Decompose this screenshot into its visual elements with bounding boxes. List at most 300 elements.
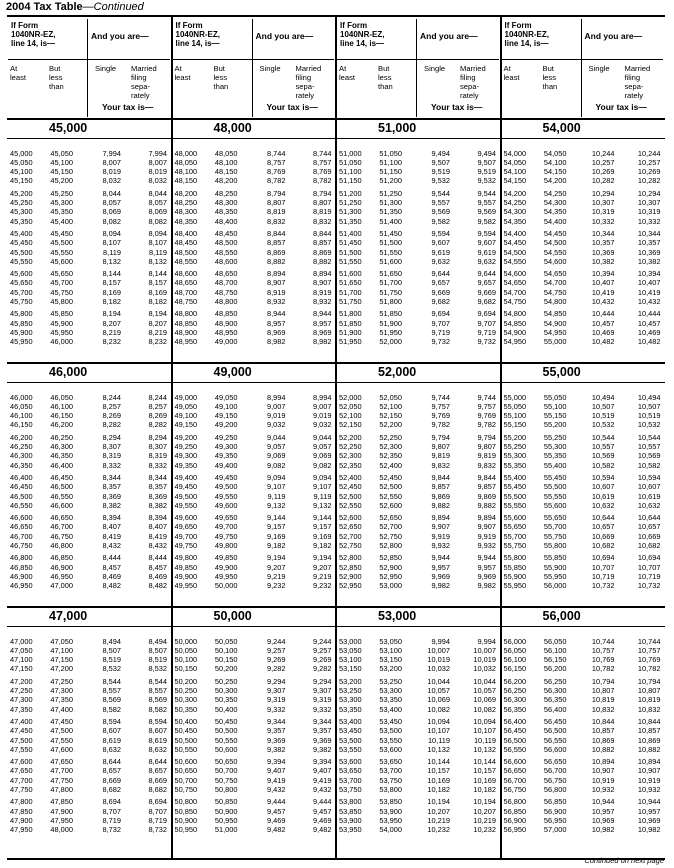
- row-tax-married-separately: 10,557: [637, 442, 661, 452]
- row-tax-single: 8,519: [102, 655, 121, 665]
- row-at-least: 46,500: [10, 491, 33, 501]
- row-tax-single: 9,519: [431, 167, 450, 177]
- row-at-least: 47,200: [10, 677, 33, 687]
- row-at-least: 53,700: [339, 775, 362, 785]
- row-at-least: 54,500: [503, 247, 527, 257]
- row-at-least: 54,150: [503, 176, 527, 186]
- row-but-less-than: 50,950: [214, 815, 238, 825]
- row-at-least: 51,200: [339, 189, 362, 199]
- row-tax-married-separately: 8,482: [148, 580, 167, 590]
- row-tax-single: 8,819: [267, 207, 286, 217]
- block-header-9: 50,000: [213, 609, 252, 623]
- row-at-least: 53,300: [339, 695, 362, 705]
- row-tax-single: 9,694: [431, 309, 450, 319]
- row-tax-married-separately: 8,769: [313, 167, 332, 177]
- row-tax-single: 8,432: [102, 540, 121, 550]
- row-tax-married-separately: 10,282: [637, 176, 661, 186]
- row-tax-married-separately: 10,269: [637, 167, 661, 177]
- row-tax-single: 10,494: [591, 393, 615, 402]
- row-tax-single: 8,857: [267, 238, 286, 248]
- row-at-least: 53,750: [339, 784, 362, 794]
- row-tax-single: 9,207: [267, 562, 286, 572]
- row-tax-married-separately: 10,707: [637, 562, 661, 572]
- row-at-least: 49,650: [174, 522, 198, 532]
- row-tax-married-separately: 10,532: [637, 420, 661, 430]
- block-header-4: 46,000: [49, 365, 88, 379]
- row-at-least: 56,850: [503, 806, 527, 816]
- row-tax-single: 10,207: [427, 806, 450, 816]
- row-but-less-than: 51,950: [379, 327, 402, 337]
- row-but-less-than: 47,000: [50, 580, 73, 590]
- row-tax-married-separately: 10,632: [637, 500, 661, 510]
- row-at-least: 51,350: [339, 216, 362, 226]
- row-tax-married-separately: 8,269: [148, 411, 167, 421]
- row-at-least: 46,000: [10, 393, 33, 402]
- row-at-least: 51,450: [339, 238, 362, 248]
- row-tax-married-separately: 9,757: [477, 402, 496, 412]
- row-at-least: 51,950: [339, 336, 362, 346]
- row-tax-married-separately: 10,244: [637, 149, 661, 158]
- row-tax-married-separately: 10,169: [473, 775, 496, 785]
- row-tax-married-separately: 10,644: [637, 513, 661, 523]
- row-but-less-than: 51,050: [379, 149, 402, 158]
- row-but-less-than: 52,000: [379, 336, 402, 346]
- row-at-least: 45,850: [10, 318, 33, 328]
- row-but-less-than: 55,150: [543, 411, 567, 421]
- row-tax-married-separately: 9,744: [477, 393, 496, 402]
- row-at-least: 49,750: [174, 540, 198, 550]
- row-but-less-than: 54,850: [543, 309, 567, 319]
- row-at-least: 55,900: [503, 571, 527, 581]
- row-but-less-than: 52,050: [379, 393, 402, 402]
- row-tax-married-separately: 8,344: [148, 473, 167, 483]
- row-but-less-than: 49,350: [214, 451, 238, 461]
- row-tax-married-separately: 10,732: [637, 580, 661, 590]
- row-but-less-than: 54,250: [543, 189, 567, 199]
- block-band-bottom: [7, 138, 665, 139]
- row-but-less-than: 45,550: [50, 247, 73, 257]
- row-tax-married-separately: 10,444: [637, 309, 661, 319]
- row-tax-single: 8,594: [102, 717, 121, 727]
- row-at-least: 55,050: [503, 402, 527, 412]
- row-but-less-than: 52,250: [379, 433, 402, 443]
- row-tax-single: 10,194: [427, 797, 450, 807]
- row-tax-married-separately: 8,832: [313, 216, 332, 226]
- row-tax-single: 9,819: [431, 451, 450, 461]
- row-tax-married-separately: 8,807: [313, 198, 332, 208]
- row-at-least: 45,250: [10, 198, 33, 208]
- row-tax-single: 9,257: [267, 646, 286, 656]
- row-but-less-than: 55,900: [543, 562, 567, 572]
- row-at-least: 46,600: [10, 513, 33, 523]
- row-at-least: 56,950: [503, 824, 527, 834]
- row-tax-single: 10,244: [591, 149, 615, 158]
- row-tax-single: 10,932: [591, 784, 615, 794]
- row-at-least: 55,750: [503, 540, 527, 550]
- row-tax-single: 7,994: [102, 149, 121, 158]
- row-but-less-than: 50,500: [214, 726, 238, 736]
- row-tax-single: 10,857: [591, 726, 615, 736]
- row-tax-married-separately: 10,294: [637, 189, 661, 199]
- row-but-less-than: 49,300: [214, 442, 238, 452]
- row-tax-single: 9,944: [431, 553, 450, 563]
- row-but-less-than: 50,750: [214, 775, 238, 785]
- row-tax-single: 9,244: [267, 637, 286, 646]
- row-tax-single: 10,832: [591, 704, 615, 714]
- row-at-least: 50,900: [174, 815, 198, 825]
- block-header-3: 54,000: [542, 121, 581, 135]
- row-but-less-than: 55,050: [543, 393, 567, 402]
- row-at-least: 56,550: [503, 744, 527, 754]
- row-tax-married-separately: 9,307: [313, 686, 332, 696]
- row-but-less-than: 53,250: [379, 677, 402, 687]
- row-tax-single: 8,019: [102, 167, 121, 177]
- row-tax-married-separately: 10,744: [637, 637, 661, 646]
- block-band-bottom: [7, 626, 665, 627]
- row-at-least: 56,750: [503, 784, 527, 794]
- row-at-least: 53,600: [339, 757, 362, 767]
- row-at-least: 51,800: [339, 309, 362, 319]
- row-tax-married-separately: 10,844: [637, 717, 661, 727]
- row-tax-single: 10,219: [427, 815, 450, 825]
- row-tax-single: 9,394: [267, 757, 286, 767]
- row-tax-single: 8,707: [102, 806, 121, 816]
- row-but-less-than: 48,200: [214, 176, 238, 186]
- row-at-least: 48,750: [174, 296, 198, 306]
- row-but-less-than: 48,800: [214, 296, 238, 306]
- row-tax-married-separately: 8,607: [148, 726, 167, 736]
- row-at-least: 53,950: [339, 824, 362, 834]
- row-at-least: 46,250: [10, 442, 33, 452]
- header-separator: [173, 59, 335, 60]
- row-at-least: 52,350: [339, 460, 362, 470]
- row-at-least: 46,200: [10, 433, 33, 443]
- row-tax-single: 9,369: [267, 735, 286, 745]
- row-tax-married-separately: 8,319: [148, 451, 167, 461]
- row-tax-married-separately: 8,219: [148, 327, 167, 337]
- row-tax-single: 9,719: [431, 327, 450, 337]
- row-tax-married-separately: 8,182: [148, 296, 167, 306]
- row-at-least: 51,900: [339, 327, 362, 337]
- row-at-least: 50,850: [174, 806, 198, 816]
- row-but-less-than: 47,900: [50, 806, 73, 816]
- row-at-least: 53,800: [339, 797, 362, 807]
- row-at-least: 50,100: [174, 655, 198, 665]
- row-tax-single: 8,282: [102, 420, 121, 430]
- row-but-less-than: 46,700: [50, 522, 73, 532]
- row-but-less-than: 53,650: [379, 757, 402, 767]
- row-but-less-than: 51,900: [379, 318, 402, 328]
- row-tax-married-separately: 8,044: [148, 189, 167, 199]
- row-but-less-than: 48,000: [50, 824, 73, 834]
- row-at-least: 51,300: [339, 207, 362, 217]
- row-tax-single: 10,457: [591, 318, 615, 328]
- row-but-less-than: 49,000: [214, 336, 238, 346]
- row-tax-single: 10,594: [591, 473, 615, 483]
- row-at-least: 52,300: [339, 451, 362, 461]
- row-tax-single: 8,219: [102, 327, 121, 337]
- row-tax-married-separately: 10,482: [637, 336, 661, 346]
- block-band-bottom: [7, 382, 665, 383]
- row-at-least: 50,500: [174, 735, 198, 745]
- row-tax-single: 8,869: [267, 247, 286, 257]
- row-tax-married-separately: 9,182: [313, 540, 332, 550]
- row-at-least: 49,300: [174, 451, 198, 461]
- row-tax-married-separately: 8,507: [148, 646, 167, 656]
- row-tax-single: 10,632: [591, 500, 615, 510]
- row-tax-married-separately: 10,494: [637, 393, 661, 402]
- block-band-top: [7, 118, 665, 120]
- block-band-top: [7, 362, 665, 364]
- row-but-less-than: 54,000: [379, 824, 402, 834]
- row-tax-single: 10,794: [591, 677, 615, 687]
- row-but-less-than: 46,850: [50, 553, 73, 563]
- row-at-least: 51,850: [339, 318, 362, 328]
- row-at-least: 47,950: [10, 824, 33, 834]
- row-tax-single: 9,907: [431, 522, 450, 532]
- header-your-tax-is: Your tax is—: [431, 102, 483, 112]
- row-tax-single: 9,407: [267, 766, 286, 776]
- row-tax-single: 8,844: [267, 229, 286, 239]
- row-at-least: 52,800: [339, 553, 362, 563]
- row-tax-married-separately: 9,257: [313, 646, 332, 656]
- row-at-least: 52,150: [339, 420, 362, 430]
- header-married-filing-separately: Married filing sepa- rately: [295, 64, 322, 100]
- row-tax-married-separately: 9,457: [313, 806, 332, 816]
- row-tax-married-separately: 10,819: [637, 695, 661, 705]
- row-tax-married-separately: 9,369: [313, 735, 332, 745]
- row-but-less-than: 49,050: [214, 393, 238, 402]
- row-tax-married-separately: 9,894: [477, 513, 496, 523]
- row-tax-single: 8,194: [102, 309, 121, 319]
- row-tax-single: 10,419: [591, 287, 615, 297]
- row-tax-married-separately: 9,782: [477, 420, 496, 430]
- row-but-less-than: 48,750: [214, 287, 238, 297]
- row-tax-single: 10,157: [427, 766, 450, 776]
- row-tax-married-separately: 10,357: [637, 238, 661, 248]
- row-but-less-than: 47,250: [50, 677, 73, 687]
- row-but-less-than: 56,250: [543, 677, 567, 687]
- row-at-least: 46,750: [10, 540, 33, 550]
- row-but-less-than: 48,450: [214, 229, 238, 239]
- row-but-less-than: 46,600: [50, 500, 73, 510]
- row-at-least: 52,750: [339, 540, 362, 550]
- row-tax-married-separately: 10,207: [473, 806, 496, 816]
- row-tax-married-separately: 8,982: [313, 336, 332, 346]
- row-tax-single: 8,644: [102, 757, 121, 767]
- row-but-less-than: 53,450: [379, 717, 402, 727]
- row-tax-single: 8,569: [102, 695, 121, 705]
- row-at-least: 54,550: [503, 256, 527, 266]
- row-at-least: 50,450: [174, 726, 198, 736]
- row-but-less-than: 45,600: [50, 256, 73, 266]
- row-tax-married-separately: 10,857: [637, 726, 661, 736]
- row-tax-single: 8,907: [267, 278, 286, 288]
- row-tax-married-separately: 10,832: [637, 704, 661, 714]
- row-tax-married-separately: 10,869: [637, 735, 661, 745]
- row-tax-single: 9,594: [431, 229, 450, 239]
- row-tax-married-separately: 10,894: [637, 757, 661, 767]
- row-at-least: 56,400: [503, 717, 527, 727]
- row-tax-single: 10,732: [591, 580, 615, 590]
- row-at-least: 48,650: [174, 278, 198, 288]
- row-but-less-than: 56,450: [543, 717, 567, 727]
- row-but-less-than: 55,750: [543, 531, 567, 541]
- row-tax-single: 9,557: [431, 198, 450, 208]
- row-at-least: 45,300: [10, 207, 33, 217]
- row-but-less-than: 49,150: [214, 411, 238, 421]
- row-tax-single: 9,982: [431, 580, 450, 590]
- row-at-least: 45,050: [10, 158, 33, 168]
- row-at-least: 51,250: [339, 198, 362, 208]
- row-at-least: 48,600: [174, 269, 198, 279]
- header-but-less-than: But less than: [213, 64, 229, 91]
- row-but-less-than: 46,650: [50, 513, 73, 523]
- row-tax-married-separately: 8,857: [313, 238, 332, 248]
- row-at-least: 46,100: [10, 411, 33, 421]
- row-tax-single: 9,044: [267, 433, 286, 443]
- header-but-less-than: But less than: [542, 64, 558, 91]
- row-at-least: 56,250: [503, 686, 527, 696]
- row-at-least: 56,150: [503, 664, 527, 674]
- row-at-least: 47,000: [10, 637, 33, 646]
- row-but-less-than: 47,600: [50, 744, 73, 754]
- row-tax-single: 8,744: [267, 149, 286, 158]
- row-tax-single: 9,682: [431, 296, 450, 306]
- row-at-least: 54,750: [503, 296, 527, 306]
- row-tax-single: 9,482: [267, 824, 286, 834]
- row-but-less-than: 52,700: [379, 522, 402, 532]
- row-tax-married-separately: 10,607: [637, 482, 661, 492]
- row-at-least: 45,200: [10, 189, 33, 199]
- row-but-less-than: 45,350: [50, 207, 73, 217]
- row-tax-married-separately: 8,007: [148, 158, 167, 168]
- row-tax-single: 8,457: [102, 562, 121, 572]
- row-at-least: 50,650: [174, 766, 198, 776]
- row-tax-single: 10,819: [591, 695, 615, 705]
- row-but-less-than: 48,700: [214, 278, 238, 288]
- row-tax-married-separately: 9,994: [477, 637, 496, 646]
- row-but-less-than: 49,550: [214, 491, 238, 501]
- row-but-less-than: 47,400: [50, 704, 73, 714]
- row-tax-married-separately: 8,894: [313, 269, 332, 279]
- row-at-least: 54,250: [503, 198, 527, 208]
- row-but-less-than: 54,100: [543, 158, 567, 168]
- row-tax-single: 8,319: [102, 451, 121, 461]
- row-at-least: 51,000: [339, 149, 362, 158]
- header-but-less-than: But less than: [378, 64, 393, 91]
- row-tax-single: 9,432: [267, 784, 286, 794]
- row-tax-single: 9,882: [431, 500, 450, 510]
- row-tax-married-separately: 10,332: [637, 216, 661, 226]
- row-tax-married-separately: 8,419: [148, 531, 167, 541]
- row-tax-single: 8,982: [267, 336, 286, 346]
- row-but-less-than: 50,700: [214, 766, 238, 776]
- row-at-least: 54,800: [503, 309, 527, 319]
- block-header-7: 55,000: [542, 365, 581, 379]
- title-continued: Continued: [93, 1, 144, 13]
- row-tax-single: 8,107: [102, 238, 121, 248]
- row-at-least: 48,900: [174, 327, 198, 337]
- row-tax-single: 10,569: [591, 451, 615, 461]
- row-tax-married-separately: 9,907: [477, 522, 496, 532]
- row-but-less-than: 47,950: [50, 815, 73, 825]
- row-but-less-than: 52,600: [379, 500, 402, 510]
- row-tax-single: 8,294: [102, 433, 121, 443]
- row-at-least: 53,050: [339, 646, 362, 656]
- row-tax-single: 9,569: [431, 207, 450, 217]
- row-tax-single: 9,307: [267, 686, 286, 696]
- row-at-least: 49,250: [174, 442, 198, 452]
- row-at-least: 52,000: [339, 393, 362, 402]
- row-tax-single: 8,507: [102, 646, 121, 656]
- row-at-least: 55,700: [503, 531, 527, 541]
- row-but-less-than: 46,950: [50, 571, 73, 581]
- row-tax-married-separately: 10,219: [473, 815, 496, 825]
- row-tax-married-separately: 10,057: [473, 686, 496, 696]
- row-but-less-than: 45,250: [50, 189, 73, 199]
- row-tax-married-separately: 10,669: [637, 531, 661, 541]
- row-tax-married-separately: 9,069: [313, 451, 332, 461]
- row-tax-married-separately: 8,707: [148, 806, 167, 816]
- row-tax-married-separately: 8,919: [313, 287, 332, 297]
- row-tax-married-separately: 9,107: [313, 482, 332, 492]
- row-tax-married-separately: 8,757: [313, 158, 332, 168]
- row-tax-married-separately: 10,107: [473, 726, 496, 736]
- row-tax-single: 10,707: [591, 562, 615, 572]
- row-at-least: 47,250: [10, 686, 33, 696]
- row-tax-married-separately: 10,782: [637, 664, 661, 674]
- row-tax-married-separately: 10,419: [637, 287, 661, 297]
- row-tax-married-separately: 8,169: [148, 287, 167, 297]
- row-but-less-than: 54,550: [543, 247, 567, 257]
- row-tax-married-separately: 9,682: [477, 296, 496, 306]
- row-tax-married-separately: 8,532: [148, 664, 167, 674]
- row-tax-single: 9,994: [431, 637, 450, 646]
- row-tax-single: 8,044: [102, 189, 121, 199]
- row-tax-married-separately: 10,982: [637, 824, 661, 834]
- row-at-least: 53,200: [339, 677, 362, 687]
- row-tax-married-separately: 8,794: [313, 189, 332, 199]
- row-tax-single: 10,357: [591, 238, 615, 248]
- row-but-less-than: 45,700: [50, 278, 73, 288]
- row-tax-married-separately: 9,844: [477, 473, 496, 483]
- row-tax-single: 8,694: [102, 797, 121, 807]
- row-tax-single: 8,957: [267, 318, 286, 328]
- row-at-least: 49,600: [174, 513, 198, 523]
- row-tax-married-separately: 9,494: [477, 149, 496, 158]
- row-but-less-than: 51,400: [379, 216, 402, 226]
- row-at-least: 52,250: [339, 442, 362, 452]
- row-but-less-than: 55,350: [543, 451, 567, 461]
- row-but-less-than: 53,000: [379, 580, 402, 590]
- row-at-least: 52,950: [339, 580, 362, 590]
- row-at-least: 56,000: [503, 637, 527, 646]
- row-tax-single: 10,444: [591, 309, 615, 319]
- row-tax-single: 10,519: [591, 411, 615, 421]
- row-tax-single: 8,669: [102, 775, 121, 785]
- row-at-least: 49,900: [174, 571, 198, 581]
- row-tax-married-separately: 8,382: [148, 500, 167, 510]
- row-tax-married-separately: 10,882: [637, 744, 661, 754]
- row-tax-single: 8,094: [102, 229, 121, 239]
- row-tax-married-separately: 9,444: [313, 797, 332, 807]
- row-tax-single: 9,269: [267, 655, 286, 665]
- header-and-you-are: And you are—: [420, 31, 478, 41]
- row-tax-single: 9,382: [267, 744, 286, 754]
- row-tax-single: 8,619: [102, 735, 121, 745]
- row-tax-single: 10,407: [591, 278, 615, 288]
